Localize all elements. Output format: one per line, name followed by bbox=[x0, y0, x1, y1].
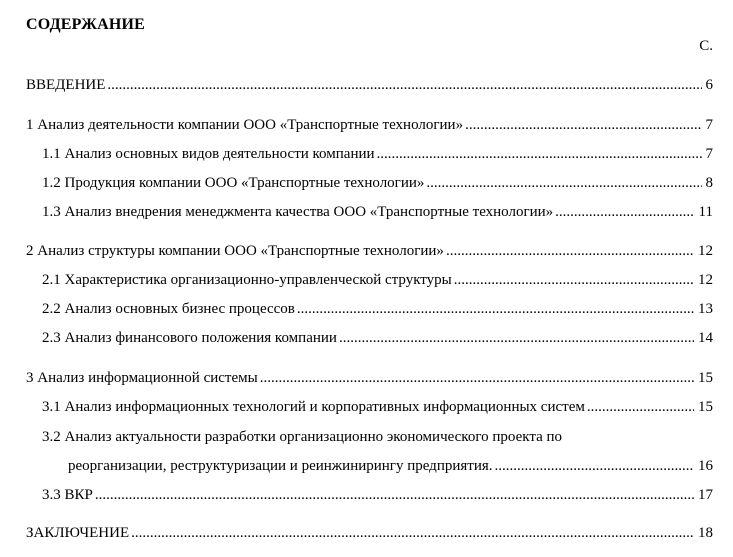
toc-entry-text: 1.2 Продукция компании ООО «Транспортные технологии» bbox=[42, 175, 425, 191]
toc-page-number: 8 bbox=[705, 175, 713, 191]
toc-page-number: 18 bbox=[698, 525, 713, 541]
toc-entry-3-3[interactable] bbox=[42, 486, 713, 504]
toc-leader-dots bbox=[446, 242, 694, 260]
toc-page-number: 12 bbox=[698, 243, 713, 259]
toc-page-number: 16 bbox=[698, 458, 713, 474]
toc-entry-1-3[interactable] bbox=[42, 203, 713, 221]
toc-page-number: 17 bbox=[698, 487, 713, 503]
toc-entry-text: 2.2 Анализ основных бизнес процессов bbox=[42, 301, 295, 317]
toc-leader-dots bbox=[107, 76, 701, 94]
toc-leader-dots bbox=[260, 369, 694, 387]
toc-entry-text: ЗАКЛЮЧЕНИЕ bbox=[26, 525, 130, 541]
toc-entry-chapter-1[interactable] bbox=[26, 116, 713, 134]
toc-entry-3-1[interactable] bbox=[42, 398, 713, 416]
toc-entry-1-1[interactable] bbox=[42, 145, 713, 163]
toc-entry-text: ВВЕДЕНИЕ bbox=[26, 77, 106, 93]
toc-entry-text: 2 Анализ структуры компании ООО «Транспортные технологии» bbox=[26, 243, 444, 259]
toc-page-number: 11 bbox=[698, 204, 713, 220]
toc-page-number: 13 bbox=[698, 301, 713, 317]
toc-entry-text: 1 Анализ деятельности компании ООО «Транспортные технологии» bbox=[26, 117, 464, 133]
toc-page-number: 14 bbox=[698, 330, 713, 346]
toc-leader-dots bbox=[454, 271, 694, 289]
toc-entry-text: 1.3 Анализ внедрения менеджмента качества ООО «Транспортные технологии» bbox=[42, 204, 554, 220]
toc-entry-2-3[interactable] bbox=[42, 329, 713, 347]
toc-page-number: 12 bbox=[698, 272, 713, 288]
toc-title: СОДЕРЖАНИЕ bbox=[26, 16, 146, 33]
toc-entry-3-2-first-line[interactable]: 3.2 Анализ актуальности разработки организационно экономического проекта по bbox=[42, 429, 562, 445]
toc-leader-dots bbox=[377, 145, 702, 163]
toc-entry-intro[interactable] bbox=[26, 76, 713, 94]
toc-page-number: 7 bbox=[705, 146, 713, 162]
toc-leader-dots bbox=[131, 524, 694, 542]
page-column-label: С. bbox=[699, 38, 713, 54]
toc-entry-text: 3 Анализ информационной системы bbox=[26, 370, 258, 386]
toc-page-number: 15 bbox=[698, 370, 713, 386]
toc-entry-chapter-3[interactable] bbox=[26, 369, 713, 387]
toc-page-number: 7 bbox=[705, 117, 713, 133]
toc-entry-2-2[interactable] bbox=[42, 300, 713, 318]
toc-entry-text: 3.3 ВКР bbox=[42, 487, 93, 503]
toc-page-number: 6 bbox=[705, 77, 713, 93]
toc-entry-conclusion[interactable] bbox=[26, 524, 713, 542]
toc-entry-text: реорганизации, реструктуризации и реинжинирингу предприятия. bbox=[68, 458, 493, 474]
toc-entry-text: 2.1 Характеристика организационно-управленческой структуры bbox=[42, 272, 452, 288]
toc-entry-chapter-2[interactable] bbox=[26, 242, 713, 260]
toc-leader-dots bbox=[297, 300, 694, 318]
toc-entry-3-2[interactable] bbox=[68, 457, 713, 475]
toc-page-number: 15 bbox=[698, 399, 713, 415]
toc-leader-dots bbox=[555, 203, 694, 221]
toc-entry-text: 2.3 Анализ финансового положения компании bbox=[42, 330, 337, 346]
toc-entry-1-2[interactable] bbox=[42, 174, 713, 192]
toc-leader-dots bbox=[339, 329, 694, 347]
toc-entry-2-1[interactable] bbox=[42, 271, 713, 289]
toc-entry-text: 3.1 Анализ информационных технологий и корпоративных информационных систем bbox=[42, 399, 585, 415]
toc-entry-text: 1.1 Анализ основных видов деятельности компании bbox=[42, 146, 375, 162]
toc-leader-dots bbox=[587, 398, 694, 416]
toc-leader-dots bbox=[426, 174, 701, 192]
toc-leader-dots bbox=[95, 486, 694, 504]
toc-leader-dots bbox=[465, 116, 701, 134]
toc-leader-dots bbox=[495, 457, 694, 475]
